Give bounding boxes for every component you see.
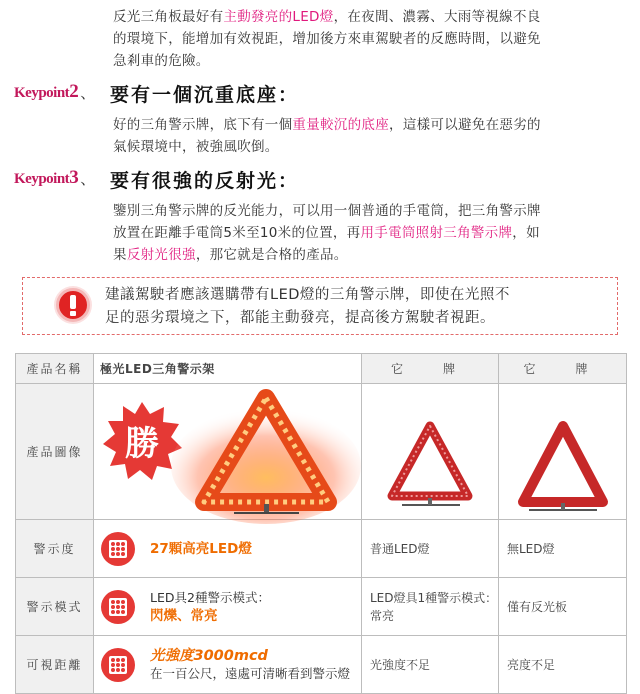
table-row-image [16,384,627,520]
intro-highlight: 主動發亮的LED燈 [223,9,334,25]
table-row-visible-distance [16,636,627,694]
intro-text: 的環境下，能增加有效視距，增加後方來車駕駛者的反應時間，以避免 [113,31,541,47]
keypoint-3-badge: Keypoint3 [14,167,79,188]
other-brand-2-value: 無LED燈 [499,520,627,578]
our-product-image [94,384,362,516]
header-other-brand-2: 它 牌 [499,354,627,384]
comparison-table [15,353,627,694]
other-brand-2-value: 僅有反光板 [499,578,627,636]
keypoint-3-heading [14,166,100,190]
our-product-image-cell [94,384,362,520]
keypoint-3-paragraph: 鑒別三角警示牌的反光能力，可以用一個普通的手電筒，把三角警示牌 放置在距離手電筒5米至10米的位置，再用手電筒照射三角警示牌，如 果反射光很強，那它就是合格的產品。 [113,203,541,263]
notice-text: 建議駕駛者應該選購帶有LED燈的三角警示牌，即使在光照不 足的惡劣環境之下，都能主動發亮，提高後方駕駛者視距。 [105,287,510,326]
other-brand-1-value: 普通LED燈 [362,520,499,578]
intro-text: 反光三角板最好有 [113,9,224,25]
header-product-name: 產品名稱 [16,354,94,384]
row-label-image: 產品圖像 [16,384,94,520]
led-badge-icon [100,589,136,625]
our-product-feature [94,520,362,578]
keypoint-2-heading [14,80,100,104]
feature-text: LED具2種警示模式： [150,589,270,605]
exclamation-icon [56,288,90,322]
row-label: 可視距離 [16,636,94,694]
table-row-warning-level [16,520,627,578]
header-our-product: 極光LED三角警示架 [94,354,362,384]
keypoint-3-highlight: 反射光很強 [126,247,196,263]
other-brand-2-image-cell [499,384,627,520]
warning-triangle-icon [392,426,468,496]
keypoint-separator: 、 [80,83,96,102]
led-badge-icon [100,647,136,683]
intro-text: ，在夜間、濃霧、大雨等視線不良 [333,9,541,25]
other-brand-1-image [362,384,499,516]
other-brand-1-image-cell [362,384,499,520]
intro-paragraph [113,6,618,72]
other-brand-1-value: 光強度不足 [362,636,499,694]
keypoint-2-highlight: 重量較沉的底座 [292,117,390,133]
feature-highlight: 27顆高亮LED燈 [150,540,252,557]
other-brand-2-image [499,384,627,516]
feature-highlight: 光強度3000mcd [150,647,268,664]
feature-highlight: 閃爍、常亮 [150,607,218,624]
keypoint-3-highlight: 用手電筒照射三角警示牌 [360,225,513,241]
warning-triangle-icon [523,426,603,502]
row-label: 警示度 [16,520,94,578]
table-header-row [16,354,627,384]
feature-text: 在一百公尺，遠處可清晰看到警示燈 [150,665,351,681]
intro-text: 急剎車的危險。 [113,53,210,69]
notice-box [22,277,618,335]
other-brand-2-value: 亮度不足 [499,636,627,694]
winner-starburst-icon [103,402,182,480]
keypoint-3-title: 要有很強的反射光： [110,170,300,192]
keypoint-2-badge: Keypoint2 [14,81,79,102]
keypoint-2-paragraph: 好的三角警示牌，底下有一個重量較沉的底座，這樣可以避免在惡劣的 氣候環境中，被強風吹倒。 [113,117,541,155]
table-row-warning-mode [16,578,627,636]
header-other-brand-1: 它 牌 [362,354,499,384]
winner-badge-text: 勝 [125,424,159,464]
keypoint-separator: 、 [80,169,96,188]
our-product-feature [94,578,362,636]
row-label: 警示模式 [16,578,94,636]
keypoint-2-title: 要有一個沉重底座： [110,84,300,106]
led-badge-icon [100,531,136,567]
our-product-feature [94,636,362,694]
other-brand-1-value: LED燈具1種警示模式： 常亮 [362,578,499,636]
